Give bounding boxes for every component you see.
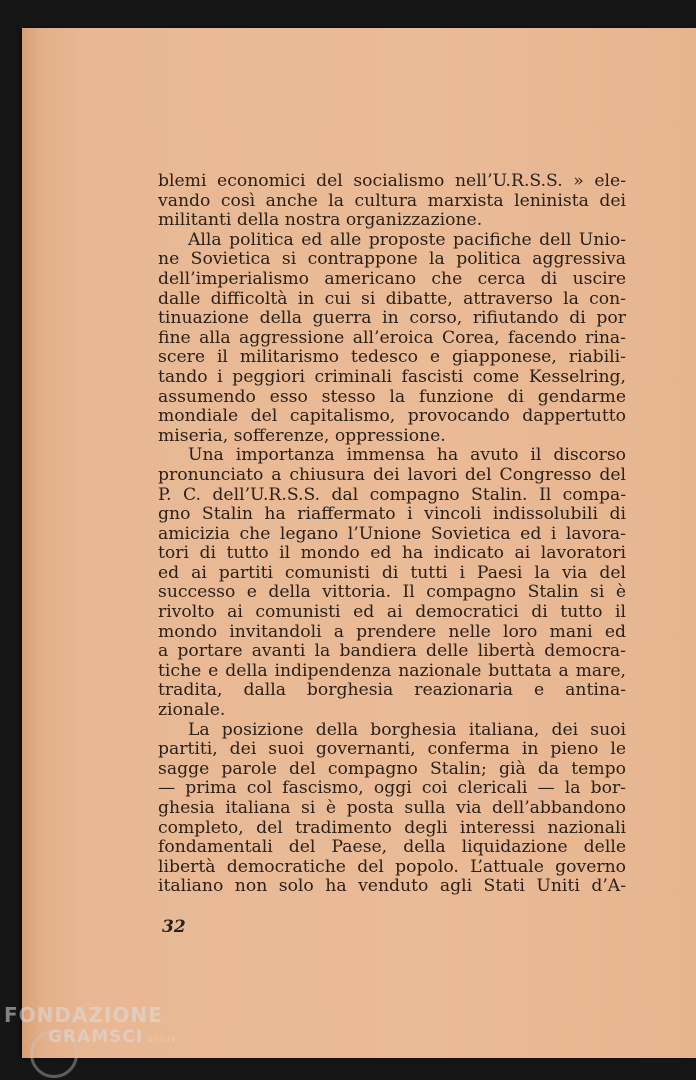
text-line: blemi economici del socialismo nell’U.R.S.S. » ele- bbox=[158, 171, 626, 191]
text-line: completo, del tradimento degli interessi nazionali bbox=[158, 817, 626, 838]
text-line: militanti della nostra organizzazione. bbox=[158, 210, 483, 231]
text-line: ed ai partiti comunisti di tutti i Paesi la via del bbox=[158, 562, 626, 583]
watermark-line2 bbox=[4, 1026, 176, 1051]
text-line: tinuazione della guerra in corso, rifiutando di por bbox=[158, 308, 626, 329]
text-line: — prima col fascismo, oggi coi clericali — la bor- bbox=[158, 778, 626, 799]
text-line: mondiale del capitalismo, provocando dappertutto bbox=[158, 406, 626, 427]
text-line: vando così anche la cultura marxista leninista dei bbox=[158, 190, 626, 211]
watermark-line1: FONDAZIONE bbox=[4, 1003, 163, 1027]
text-line: rivolto ai comunisti ed ai democratici di tutto il bbox=[158, 602, 626, 623]
text-line: ne Sovietica si contrappone la politica aggressiva bbox=[158, 249, 626, 270]
body-text bbox=[158, 172, 626, 897]
text-line: tiche e della indipendenza nazionale buttata a mare, bbox=[158, 660, 626, 681]
text-line: scere il militarismo tedesco e giapponese, riabili- bbox=[158, 347, 626, 368]
text-line: assumendo esso stesso la funzione di gendarme bbox=[158, 386, 626, 407]
text-line: tando i peggiori criminali fascisti come Kesselring, bbox=[158, 366, 626, 387]
text-line: partiti, dei suoi governanti, conferma in pieno le bbox=[158, 739, 626, 760]
text-line: italiano non solo ha venduto agli Stati Uniti d’A- bbox=[158, 876, 626, 897]
text-line: tradita, dalla borghesia reazionaria e antina- bbox=[158, 680, 626, 701]
text-line: fine alla aggressione all’eroica Corea, facendo rina- bbox=[158, 327, 626, 348]
text-line: dalle difficoltà in cui si dibatte, attraverso la con- bbox=[158, 288, 626, 309]
text-line: tori di tutto il mondo ed ha indicato ai lavoratori bbox=[158, 543, 626, 564]
text-line: fondamentali del Paese, della liquidazione delle bbox=[158, 837, 626, 858]
text-line: successo e della vittoria. Il compagno Stalin si è bbox=[158, 582, 626, 603]
text-line: gno Stalin ha riaffermato i vincoli indissolubili di bbox=[158, 504, 626, 525]
text-line: P. C. dell’U.R.S.S. dal compagno Stalin. Il compa- bbox=[158, 484, 626, 505]
text-line: Una importanza immensa ha avuto il discorso bbox=[188, 445, 626, 466]
text-line: dell’imperialismo americano che cerca di uscire bbox=[158, 268, 626, 289]
watermark-line3: onlus bbox=[147, 1035, 177, 1045]
watermark-line2-text: GRAMSCI bbox=[48, 1027, 144, 1047]
watermark-logo bbox=[4, 1004, 176, 1051]
text-line: miseria, sofferenze, oppressione. bbox=[158, 425, 446, 446]
text-line: La posizione della borghesia italiana, dei suoi bbox=[188, 719, 626, 740]
page-number: 32 bbox=[162, 917, 186, 937]
text-line: Alla politica ed alle proposte pacifiche dell Unio- bbox=[188, 229, 626, 250]
text-line: mondo invitandoli a prendere nelle loro mani ed bbox=[158, 621, 626, 642]
text-line: ghesia italiana si è posta sulla via dell’abbandono bbox=[158, 798, 626, 818]
text-line: pronunciato a chiusura dei lavori del Congresso del bbox=[158, 464, 626, 485]
text-line: a portare avanti la bandiera delle libertà democra- bbox=[158, 641, 626, 662]
text-line: sagge parole del compagno Stalin; già da tempo bbox=[158, 758, 626, 779]
text-line: zionale. bbox=[158, 700, 226, 721]
text-line: libertà democratiche del popolo. L’attuale governo bbox=[158, 856, 626, 877]
text-line: amicizia che legano l’Unione Sovietica ed i lavora- bbox=[158, 523, 626, 544]
